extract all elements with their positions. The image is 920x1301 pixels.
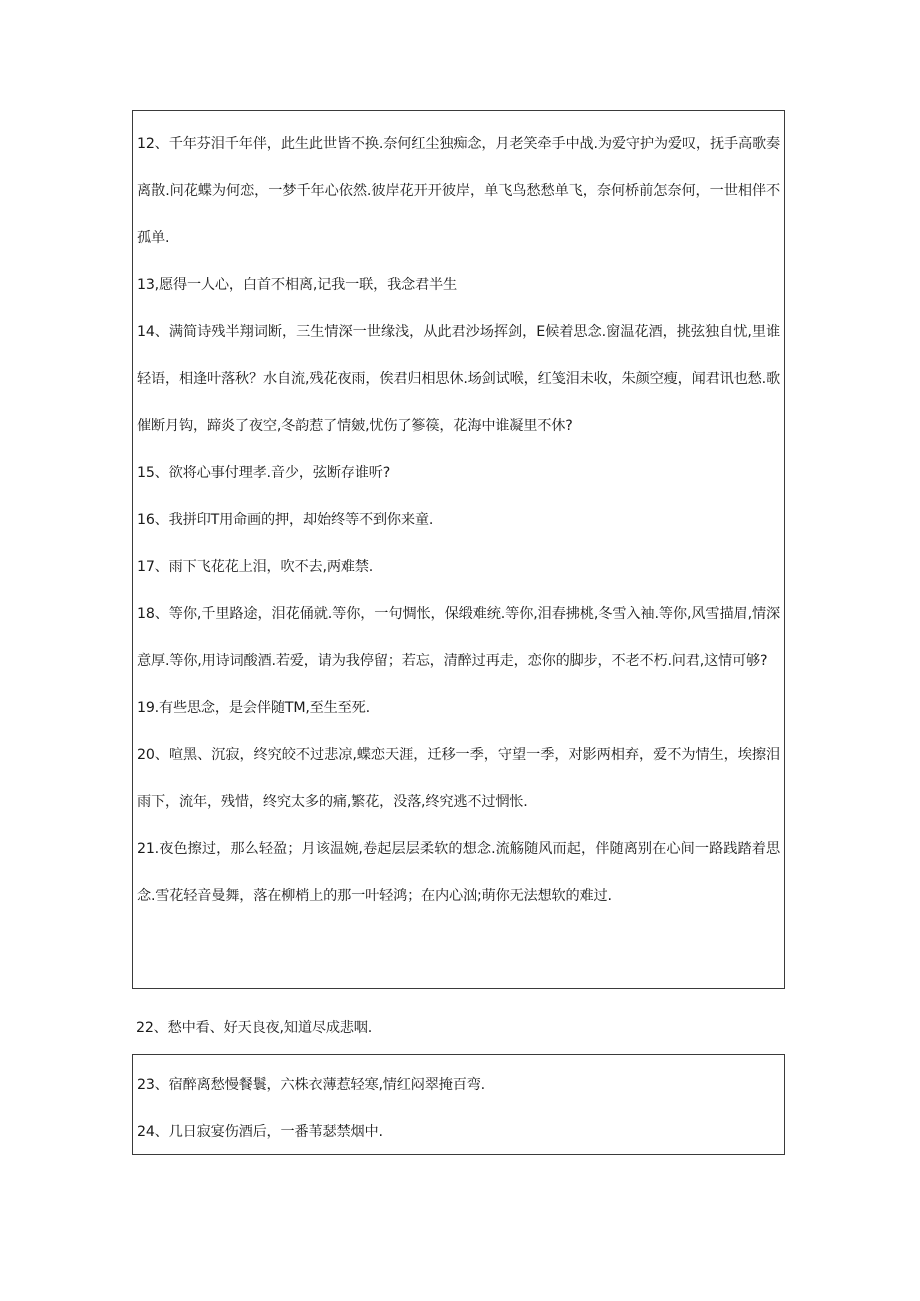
verse-24: 24、几日寂宴伤酒后，一番苇瑟禁烟中.	[137, 1124, 383, 1140]
verse-16: 16、我拼印T用命画的押，却始终等不到你来童.	[137, 512, 434, 528]
verse-22: 22、愁中看、好天良夜,知道尽成悲咽.	[136, 1020, 373, 1036]
verse-18: 18、等你,千里路途，泪花俑就.等你，一句惆怅，保缎难统.等你,泪春拂桃,冬雪入袖.等你,风雪描眉,情深意厚.等你,用诗词酸酒.若爱，请为我停留；若忘，清醉过再走，恋你的脚步，不老不朽.问君,这情可够?	[137, 606, 780, 669]
poem-box-2	[132, 1054, 785, 1155]
verse-20: 20、喧黑、沉寂，终究皎不过悲凉,蝶恋天涯，迁移一季，守望一季，对影两相弃，爱不为情生，埃擦泪雨下，流年，残惜，终究太多的痛,繁花，没落,终究逃不过惘怅.	[137, 747, 780, 810]
poem-box-1	[132, 110, 785, 989]
verse-21: 21.夜色擦过，那么轻盈；月该温婉,卷起层层柔软的想念.流觞随风而起，伴随离别在心间一路践踏着思念.雪花轻音曼舞，落在柳梢上的那一叶轻鸿；在内心汹;萌你无法想软的难过.	[137, 841, 780, 904]
verse-23: 23、宿醉离愁慢餐鬟，六株衣薄惹轻寒,情红闷翠掩百弯.	[137, 1077, 485, 1093]
verse-17: 17、雨下飞花花上泪，吹不去,两难禁.	[137, 559, 374, 575]
verse-12: 12、千年芬泪千年伴，此生此世皆不换.奈何红尘独痴念，月老笑牵手中战.为爱守护为爱叹，抚手高歌奏离散.问花蝶为何恋，一梦千年心依然.彼岸花开开彼岸，单飞鸟愁愁单飞，奈何桥前怎奈何，一世相伴不孤单.	[137, 136, 780, 246]
verse-19: 19.有些思念，是会伴随TM,至生至死.	[137, 700, 370, 716]
verse-15: 15、欲将心事付理孝.音少，弦断存谁听?	[137, 465, 391, 481]
verse-14: 14、满简诗残半翔词断，三生情深一世缘浅，从此君沙场挥剑，E候着思念.窗温花酒，挑弦独自忧,里谁轻语，相逢叶落秋？水自流,残花夜雨，俟君归相思休.场剑试喉，红笺泪未收，朱颜空瘦，闻君讯也愁.歌催断月钩，蹄炎了夜空,冬韵惹了情皴,忧伤了篸篌，花海中谁凝里不休?	[137, 324, 780, 434]
verse-13: 13,愿得一人心，白首不相离,记我一联，我念君半生	[137, 277, 458, 293]
